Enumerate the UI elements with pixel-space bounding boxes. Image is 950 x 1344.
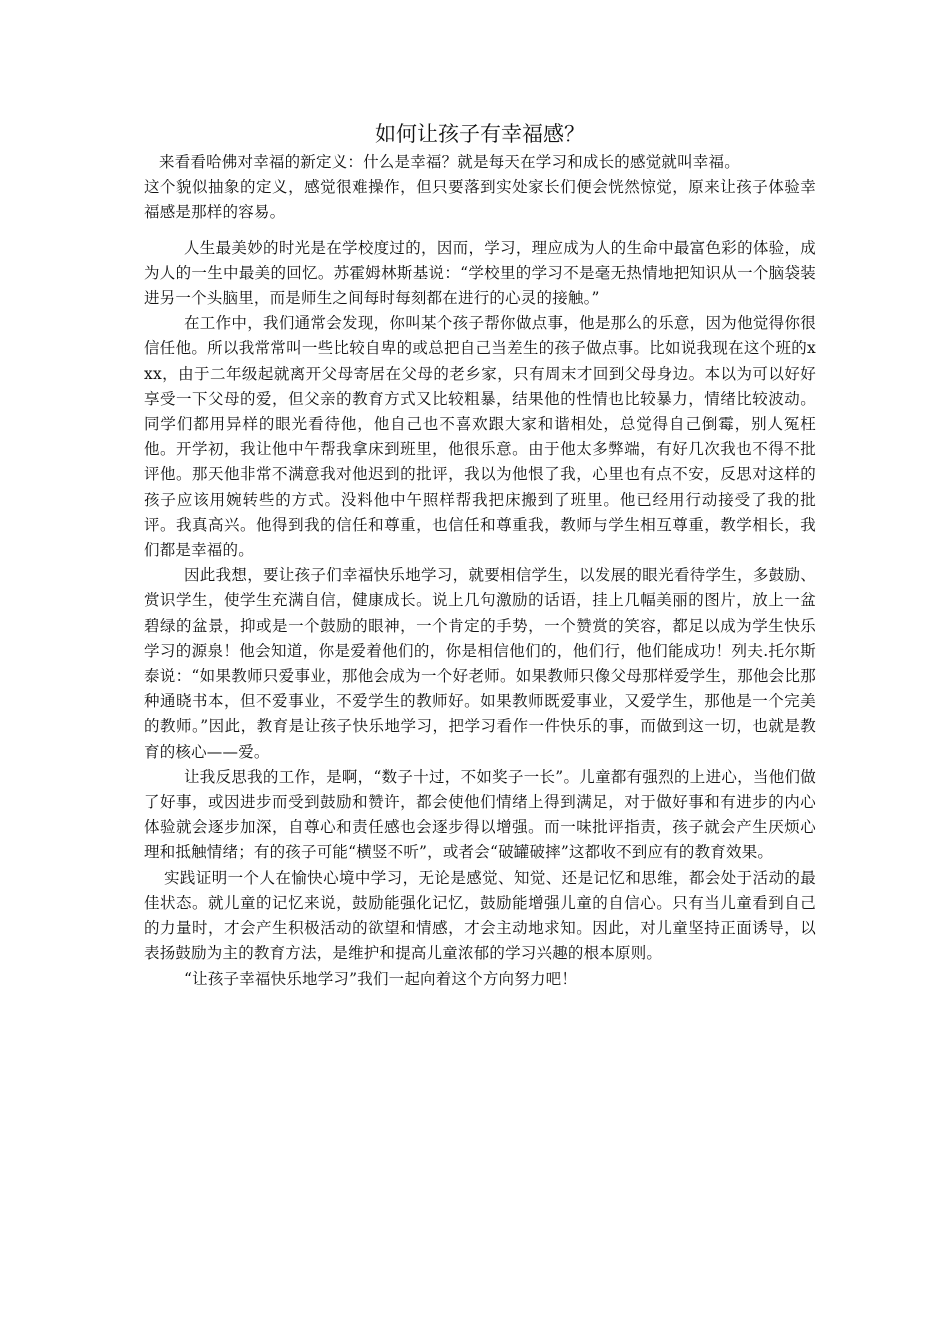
document-title: 如何让孩子有幸福感？	[375, 122, 585, 146]
paragraph-practice: 实践证明一个人在愉快心境中学习，无论是感觉、知觉、还是记忆和思维，都会处于活动的最佳状态。就儿童的记忆来说，鼓励能强化记忆，鼓励能增强儿童的自信心。只有当儿童看到自己的力量时，才会产生积极活动的欲望和情感，才会主动地求知。因此，对儿童坚持正面诱导，以表扬鼓励为主的教育方法，是维护和提高儿童浓郁的学习兴趣的根本原则。	[144, 868, 816, 963]
paragraph-trust-students: 因此我想，要让孩子们幸福快乐地学习，就要相信学生，以发展的眼光看待学生，多鼓励、赏识学生，使学生充满自信，健康成长。说上几句激励的话语，挂上几幅美丽的图片，放上一盆碧绿的盆景，抑或是一个鼓励的眼神，一个肯定的手势，一个赞赏的笑容，都足以成为学生快乐学习的源泉！他会知道，你是爱着他们的，你是相信他们的，他们行，他们能成功！列夫.托尔斯泰说：“如果教师只爱事业，那他会成为一个好老师。如果教师只像父母那样爱学生，那他会比那种通晓书本，但不爱事业，不爱学生的教师好。如果教师既爱事业，又爱学生，那他是一个完美的教师。”因此，教育是让孩子快乐地学习，把学习看作一件快乐的事，而做到这一切，也就是教育的核心——爱。	[144, 566, 816, 761]
paragraph-closing: “让孩子幸福快乐地学习”我们一起向着这个方向努力吧！	[184, 969, 578, 988]
paragraph-reflection: 让我反思我的工作，是啊，“数子十过，不如奖子一长”。儿童都有强烈的上进心，当他们做了好事，或因进步而受到鼓励和赞许，都会使他们情绪上得到满足，对于做好事和有进步的内心体验就会逐步加深，自尊心和责任感也会逐步得以增强。而一味批评指责，孩子就会产生厌烦心理和抵触情绪；有的孩子可能“横竖不听”，或者会“破罐破摔”这都收不到应有的教育效果。	[144, 767, 816, 862]
document-body	[144, 118, 816, 992]
paragraph-intro-line-1: 来看看哈佛对幸福的新定义：什么是幸福？就是每天在学习和成长的感觉就叫幸福。	[159, 153, 740, 171]
paragraph-work-story: 在工作中，我们通常会发现，你叫某个孩子帮你做点事，他是那么的乐意，因为他觉得你很信任他。所以我常常叫一些比较自卑的或总把自己当差生的孩子做点事。比如说我现在这个班的xxx，由于二年级起就离开父母寄居在父母的老乡家，只有周末才回到父母身边。本以为可以好好享受一下父母的爱，但父亲的教育方式又比较粗暴，结果他的性情也比较暴力，情绪比较波动。同学们都用异样的眼光看待他，他自己也不喜欢跟大家和谐相处，总觉得自己倒霉，别人冤枉他。开学初，我让他中午帮我拿床到班里，他很乐意。由于他太多弊端，有好几次我也不得不批评他。那天他非常不满意我对他迟到的批评，我以为他恨了我，心里也有点不安，反思对这样的孩子应该用婉转些的方式。没料他中午照样帮我把床搬到了班里。他已经用行动接受了我的批评。我真高兴。他得到我的信任和尊重，也信任和尊重我，教师与学生相互尊重，教学相长，我们都是幸福的。	[144, 314, 816, 560]
paragraph-intro-line-2: 这个貌似抽象的定义，感觉很难操作，但只要落到实处家长们便会恍然惊觉，原来让孩子体验幸福感是那样的容易。	[144, 178, 816, 222]
paragraph-school-life: 人生最美妙的时光是在学校度过的，因而，学习，理应成为人的生命中最富色彩的体验，成为人的一生中最美的回忆。苏霍姆林斯基说：“学校里的学习不是毫无热情地把知识从一个脑袋装进另一个头脑里，而是师生之间每时每刻都在进行的心灵的接触。”	[144, 238, 816, 308]
